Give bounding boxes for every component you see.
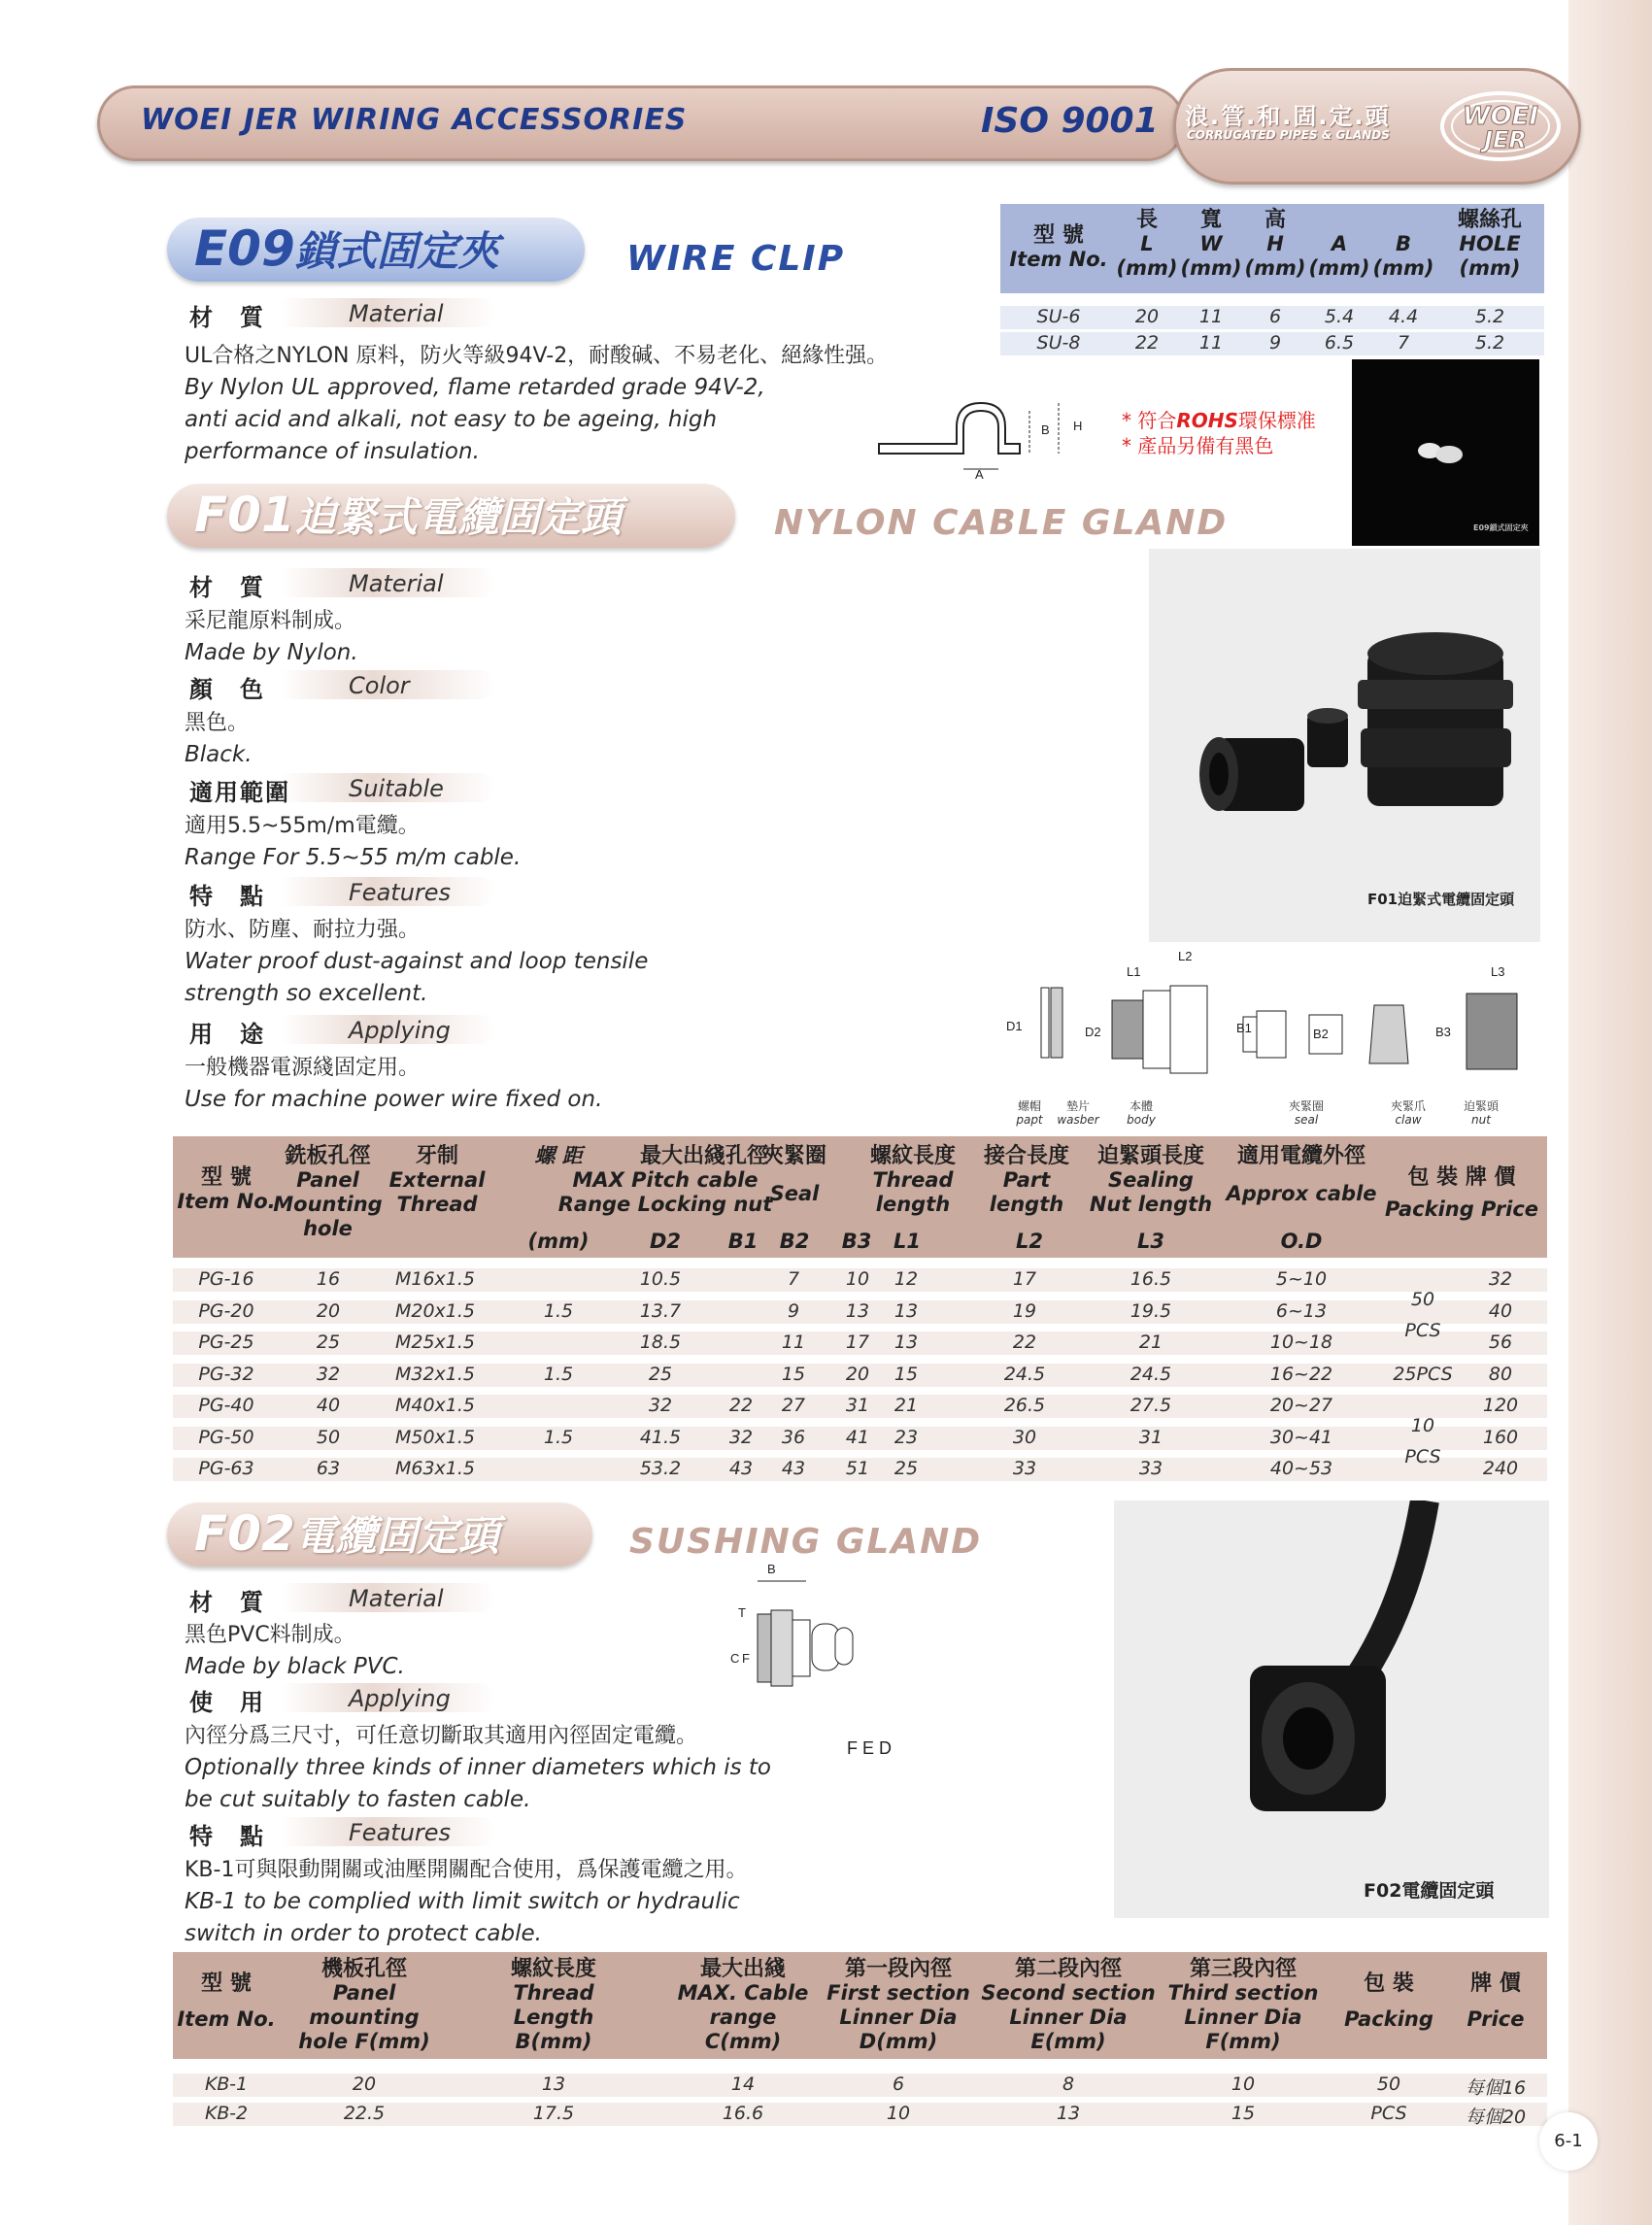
f01-th-thread-length: 螺紋長度 Thread length: [869, 1144, 956, 1216]
f02-th: 包 裝 Packing: [1344, 1972, 1433, 2031]
e09-material-label: 材質 Material: [189, 298, 495, 327]
table-cell: 40: [316, 1395, 341, 1416]
table-cell: 53.2: [639, 1458, 682, 1479]
table-cell: 15: [781, 1364, 806, 1385]
table-cell: 10~18: [1269, 1332, 1333, 1353]
table-cell: 32: [648, 1395, 673, 1416]
f01-th-l2: L2: [1016, 1230, 1043, 1253]
table-cell: PCS: [1370, 2103, 1407, 2124]
table-cell: 19.5: [1129, 1300, 1172, 1322]
table-cell: 14: [730, 2073, 756, 2095]
table-cell: 41: [845, 1427, 870, 1448]
f01-title-en: NYLON CABLE GLAND: [774, 503, 1229, 543]
table-cell: 240: [1482, 1458, 1519, 1479]
diagram-caption-nut: 迫緊頭 nut: [1463, 1099, 1499, 1127]
table-cell: 32: [728, 1427, 754, 1448]
table-cell: 26.5: [1003, 1395, 1046, 1416]
rohs-note: * 符合ROHS環保標准 * 產品另備有黑色: [1122, 409, 1316, 457]
table-cell: 13.7: [639, 1300, 682, 1322]
e09-th-hole: 螺絲孔 HOLE (mm): [1457, 208, 1522, 280]
f02-th: 螺紋長度 Thread Length B(mm): [510, 1957, 596, 2053]
table-cell: SU-6: [1036, 306, 1081, 327]
table-cell: 25: [648, 1364, 673, 1385]
diagram-caption-body: 本體 body: [1127, 1099, 1156, 1127]
f02-th: 第三段內徑 Third section Linner Dia F(mm): [1167, 1957, 1319, 2053]
dim-t-label: T: [738, 1605, 746, 1620]
table-cell: 7: [1397, 332, 1410, 354]
table-cell: 16: [316, 1268, 341, 1290]
table-cell: M32x1.5: [394, 1364, 476, 1385]
table-cell: 21: [893, 1395, 919, 1416]
f01-th-nut: 迫緊頭長度 Sealing Nut length: [1089, 1144, 1213, 1216]
table-cell: M25x1.5: [394, 1332, 476, 1353]
table-cell: PG-20: [198, 1300, 254, 1322]
table-cell: SU-8: [1036, 332, 1081, 354]
table-cell: 19: [1012, 1300, 1037, 1322]
table-cell: PG-32: [198, 1364, 254, 1385]
table-cell: M63x1.5: [394, 1458, 476, 1479]
table-cell: 13: [1056, 2103, 1081, 2124]
f02-th: 第二段內徑 Second section Linner Dia E(mm): [981, 1957, 1156, 2053]
cable-gland-photo: [1149, 549, 1540, 942]
table-cell: 6: [892, 2073, 905, 2095]
svg-text:JER: JER: [1484, 126, 1527, 153]
f01-th-panel: 銑板孔徑 Panel Mounting hole: [273, 1144, 383, 1240]
table-cell: 27: [781, 1395, 806, 1416]
logo-en-text: CORRUGATED PIPES & GLANDS: [1187, 128, 1390, 142]
dim-b-label: B: [1041, 422, 1050, 437]
table-cell: 20: [352, 2073, 377, 2095]
page-number: 6-1: [1539, 2112, 1598, 2171]
table-cell: 5~10: [1275, 1268, 1328, 1290]
table-cell: 13: [893, 1300, 919, 1322]
e09-th-b: B (mm): [1372, 232, 1434, 280]
table-cell: 51: [845, 1458, 870, 1479]
f02-title: F02電纜固定頭: [194, 1505, 499, 1562]
table-cell: 13: [893, 1332, 919, 1353]
f01-th-od: 適用電纜外徑 Approx cable: [1226, 1144, 1377, 1205]
table-cell: 7: [787, 1268, 800, 1290]
table-cell: PG-25: [198, 1332, 254, 1353]
table-cell: 17: [1012, 1268, 1037, 1290]
table-cell: 1.5: [543, 1427, 574, 1448]
diagram-caption-papt: 螺帽 papt: [1016, 1099, 1043, 1127]
table-cell: 17.5: [532, 2103, 575, 2124]
e09-th-a: A (mm): [1308, 232, 1370, 280]
woei-jer-logo-icon: [1437, 87, 1564, 165]
f01-suitable-label: 適用範圍 Suitable: [189, 773, 495, 802]
table-cell: 11: [781, 1332, 806, 1353]
wire-clip-photo: [1352, 359, 1539, 546]
svg-text:WOEI: WOEI: [1462, 102, 1539, 131]
diagram-caption-claw: 夾緊爪 claw: [1390, 1099, 1426, 1127]
pack-group-3: 10 PCS: [1404, 1415, 1441, 1467]
table-cell: 20: [316, 1300, 341, 1322]
b3-label: B3: [1435, 1025, 1451, 1039]
table-cell: 13: [541, 2073, 566, 2095]
table-cell: 10: [886, 2103, 911, 2124]
table-cell: 16.6: [722, 2103, 764, 2124]
table-cell: 40: [1488, 1300, 1513, 1322]
table-cell: 5.2: [1474, 306, 1505, 327]
wire-clip-diagram: [874, 393, 1107, 481]
l3-label: L3: [1491, 964, 1505, 979]
table-cell: 10.5: [639, 1268, 682, 1290]
table-cell: 每個20: [1465, 2107, 1527, 2128]
f01-th-b3: B3: [841, 1230, 872, 1253]
table-cell: 33: [1138, 1458, 1163, 1479]
cable-gland-photo-caption: F01迫緊式電纜固定頭: [1367, 891, 1515, 908]
d2-label: D2: [1085, 1025, 1101, 1039]
f02-features-text: KB-1可與限動開關或油壓開關配合使用，爲保護電纜之用。 KB-1 to be complied with limit switch or hydraulic switch in order to protect cable.: [185, 1858, 748, 1946]
table-cell: 50: [316, 1427, 341, 1448]
table-cell: PG-40: [198, 1395, 254, 1416]
e09-th-h: 高 H (mm): [1244, 208, 1306, 280]
f01-applying-label: 用途 Applying: [189, 1015, 495, 1044]
b1-label: B1: [1236, 1021, 1252, 1035]
table-cell: 6.5: [1324, 332, 1355, 354]
f01-th-pitch-unit: (mm): [527, 1230, 590, 1253]
f01-applying-text: 一般機器電源綫固定用。 Use for machine power wire fixed on.: [185, 1056, 603, 1112]
f01-features-text: 防水、防塵、耐拉力强。 Water proof dust-against and loop tensile strength so excellent.: [185, 918, 649, 1006]
table-cell: 32: [316, 1364, 341, 1385]
e09-material-text: UL合格之NYLON 原料，防火等級94V-2，耐酸碱、不易老化、絕緣性强。 By Nylon UL approved, flame retarded grade 94V-2, anti acid and alkali, not easy to be ageing, high performance of insulation.: [185, 344, 889, 464]
f01-features-label: 特點 Features: [189, 877, 495, 906]
dim-fed-label: F E D: [847, 1738, 893, 1758]
table-cell: 11: [1198, 306, 1224, 327]
f01-th-l3: L3: [1137, 1230, 1164, 1253]
table-cell: 32: [1488, 1268, 1513, 1290]
table-cell: 40~53: [1269, 1458, 1333, 1479]
table-cell: 6: [1268, 306, 1282, 327]
table-cell: 8: [1062, 2073, 1075, 2095]
f01-th-od-unit: O.D: [1280, 1230, 1323, 1253]
f01-th-thread: 牙制 External Thread: [388, 1144, 486, 1216]
table-cell: 16.5: [1129, 1268, 1172, 1290]
table-cell: 50: [1376, 2073, 1401, 2095]
table-cell: 43: [728, 1458, 754, 1479]
table-cell: 24.5: [1129, 1364, 1172, 1385]
f02-title-en: SUSHING GLAND: [629, 1522, 983, 1562]
wire-clip-photo-caption: E09鎖式固定夾: [1473, 523, 1529, 532]
sushing-gland-photo-caption: F02電纜固定頭: [1364, 1880, 1495, 1902]
table-cell: KB-1: [204, 2073, 249, 2095]
f01-th-b1: B1: [727, 1230, 759, 1253]
table-cell: 33: [1012, 1458, 1037, 1479]
dim-f-label: F: [742, 1651, 750, 1666]
e09-th-item: 型 號 Item No.: [1009, 223, 1108, 271]
table-cell: 4.4: [1388, 306, 1419, 327]
table-cell: 16~22: [1269, 1364, 1333, 1385]
e09-th-l: 長 L (mm): [1116, 208, 1178, 280]
f01-color-label: 顏色 Color: [189, 670, 495, 699]
f02-material-label: 材質 Material: [189, 1583, 495, 1612]
sushing-gland-diagram: [719, 1554, 913, 1763]
table-cell: 6~13: [1275, 1300, 1328, 1322]
dim-b-label: B: [767, 1562, 776, 1576]
table-cell: 31: [1138, 1427, 1163, 1448]
table-cell: 1.5: [543, 1364, 574, 1385]
f01-th-pitch-cn: 螺 距: [534, 1144, 583, 1167]
f02-applying-label: 使用 Applying: [189, 1683, 495, 1712]
table-cell: 41.5: [639, 1427, 682, 1448]
logo-cn-text: 浪.管.和.固.定.頭: [1185, 103, 1391, 130]
f01-th-packing: 包 裝 牌 價 Packing Price: [1384, 1165, 1539, 1221]
table-cell: PG-63: [198, 1458, 254, 1479]
table-cell: M20x1.5: [394, 1300, 476, 1322]
table-cell: 11: [1198, 332, 1224, 354]
b2-label: B2: [1313, 1027, 1329, 1041]
f01-th-item: 型 號 Item No.: [177, 1165, 276, 1213]
table-cell: 12: [893, 1268, 919, 1290]
f01-suitable-text: 適用5.5~55m/m電纜。 Range For 5.5~55 m/m cable.: [185, 814, 522, 870]
l2-label: L2: [1178, 949, 1193, 963]
table-cell: 30~41: [1269, 1427, 1333, 1448]
f01-th-d2: D2: [649, 1230, 682, 1253]
f01-material-text: 采尼龍原料制成。 Made by Nylon.: [185, 609, 358, 665]
diagram-caption-wasber: 墊片 wasber: [1057, 1099, 1099, 1127]
table-cell: 22: [728, 1395, 754, 1416]
table-cell: 80: [1488, 1364, 1513, 1385]
table-cell: 31: [845, 1395, 870, 1416]
table-cell: 27.5: [1129, 1395, 1172, 1416]
table-cell: 22: [1012, 1332, 1037, 1353]
e09-th-w: 寬 W (mm): [1180, 208, 1242, 280]
table-cell: 1.5: [543, 1300, 574, 1322]
table-cell: 21: [1138, 1332, 1163, 1353]
e09-title: E09鎖式固定夾: [194, 220, 499, 277]
f02-th: 機板孔徑 Panel mounting hole F(mm): [298, 1957, 430, 2053]
dim-c-label: C: [730, 1651, 740, 1666]
f01-th-max: 最大出綫孔徑 MAX Pitch cable Range Locking nut: [557, 1144, 773, 1216]
diagram-caption-seal: 夾緊圈 seal: [1288, 1099, 1324, 1127]
f02-th: 最大出綫 MAX. Cable range C(mm): [677, 1957, 809, 2053]
f01-title: F01迫緊式電纜固定頭: [194, 487, 622, 543]
f02-th: 第一段內徑 First section Linner Dia D(mm): [826, 1957, 970, 2053]
iso-label: ISO 9001: [981, 101, 1159, 141]
table-cell: 23: [893, 1427, 919, 1448]
table-cell: 5.2: [1474, 332, 1505, 354]
dim-h-label: H: [1073, 419, 1083, 433]
pack-group-1: 50 PCS: [1404, 1289, 1441, 1341]
table-cell: 10: [1231, 2073, 1256, 2095]
table-cell: 43: [781, 1458, 806, 1479]
table-cell: PG-16: [198, 1268, 254, 1290]
f01-th-l1: L1: [893, 1230, 921, 1253]
f01-color-text: 黑色。 Black.: [185, 711, 253, 767]
table-cell: M40x1.5: [394, 1395, 476, 1416]
table-cell: 24.5: [1003, 1364, 1046, 1385]
table-cell: 20: [845, 1364, 870, 1385]
table-cell: 25: [316, 1332, 341, 1353]
table-cell: 15: [1231, 2103, 1256, 2124]
table-cell: 20: [1134, 306, 1160, 327]
table-cell: 56: [1488, 1332, 1513, 1353]
table-cell: 15: [893, 1364, 919, 1385]
sushing-gland-photo: [1114, 1500, 1549, 1918]
company-title: WOEI JER WIRING ACCESSORIES: [141, 103, 688, 137]
table-cell: M50x1.5: [394, 1427, 476, 1448]
table-cell: 22: [1134, 332, 1160, 354]
table-cell: 120: [1482, 1395, 1519, 1416]
table-cell: M16x1.5: [394, 1268, 476, 1290]
table-cell: 36: [781, 1427, 806, 1448]
table-cell: KB-2: [204, 2103, 249, 2124]
table-cell: 63: [316, 1458, 341, 1479]
table-cell: 160: [1482, 1427, 1519, 1448]
l1-label: L1: [1127, 964, 1141, 979]
table-cell: 13: [845, 1300, 870, 1322]
table-cell: 22.5: [343, 2103, 386, 2124]
table-cell: 10: [845, 1268, 870, 1290]
table-cell: 9: [787, 1300, 800, 1322]
page-edge: [1568, 0, 1652, 2225]
table-cell: 18.5: [639, 1332, 682, 1353]
d1-label: D1: [1006, 1019, 1023, 1033]
f02-features-label: 特點 Features: [189, 1817, 495, 1846]
cable-gland-exploded-diagram: [1000, 947, 1539, 1093]
f02-th: 牌 價 Price: [1467, 1972, 1525, 2031]
e09-title-en: WIRE CLIP: [626, 239, 846, 279]
f02-applying-text: 內徑分爲三尺寸，可任意切斷取其適用內徑固定電纜。 Optionally three kinds of inner diameters which is to be cut suitably to fasten cable.: [185, 1724, 771, 1812]
pack-group-2: 25PCS: [1393, 1364, 1453, 1385]
table-cell: 每個16: [1465, 2077, 1527, 2099]
f01-th-part: 接合長度 Part length: [983, 1144, 1069, 1216]
table-cell: 9: [1268, 332, 1282, 354]
f02-material-text: 黑色PVC料制成。 Made by black PVC.: [185, 1623, 405, 1679]
table-cell: 30: [1012, 1427, 1037, 1448]
f02-th: 型 號 Item No.: [177, 1972, 276, 2031]
table-cell: PG-50: [198, 1427, 254, 1448]
table-cell: 25: [893, 1458, 919, 1479]
table-cell: 17: [845, 1332, 870, 1353]
f01-material-label: 材質 Material: [189, 568, 495, 597]
f01-th-b2: B2: [779, 1230, 810, 1253]
table-cell: 20~27: [1269, 1395, 1333, 1416]
table-cell: 5.4: [1324, 306, 1355, 327]
f01-th-seal: 夾緊圈 Seal: [761, 1144, 826, 1205]
dim-a-label: A: [975, 467, 984, 481]
